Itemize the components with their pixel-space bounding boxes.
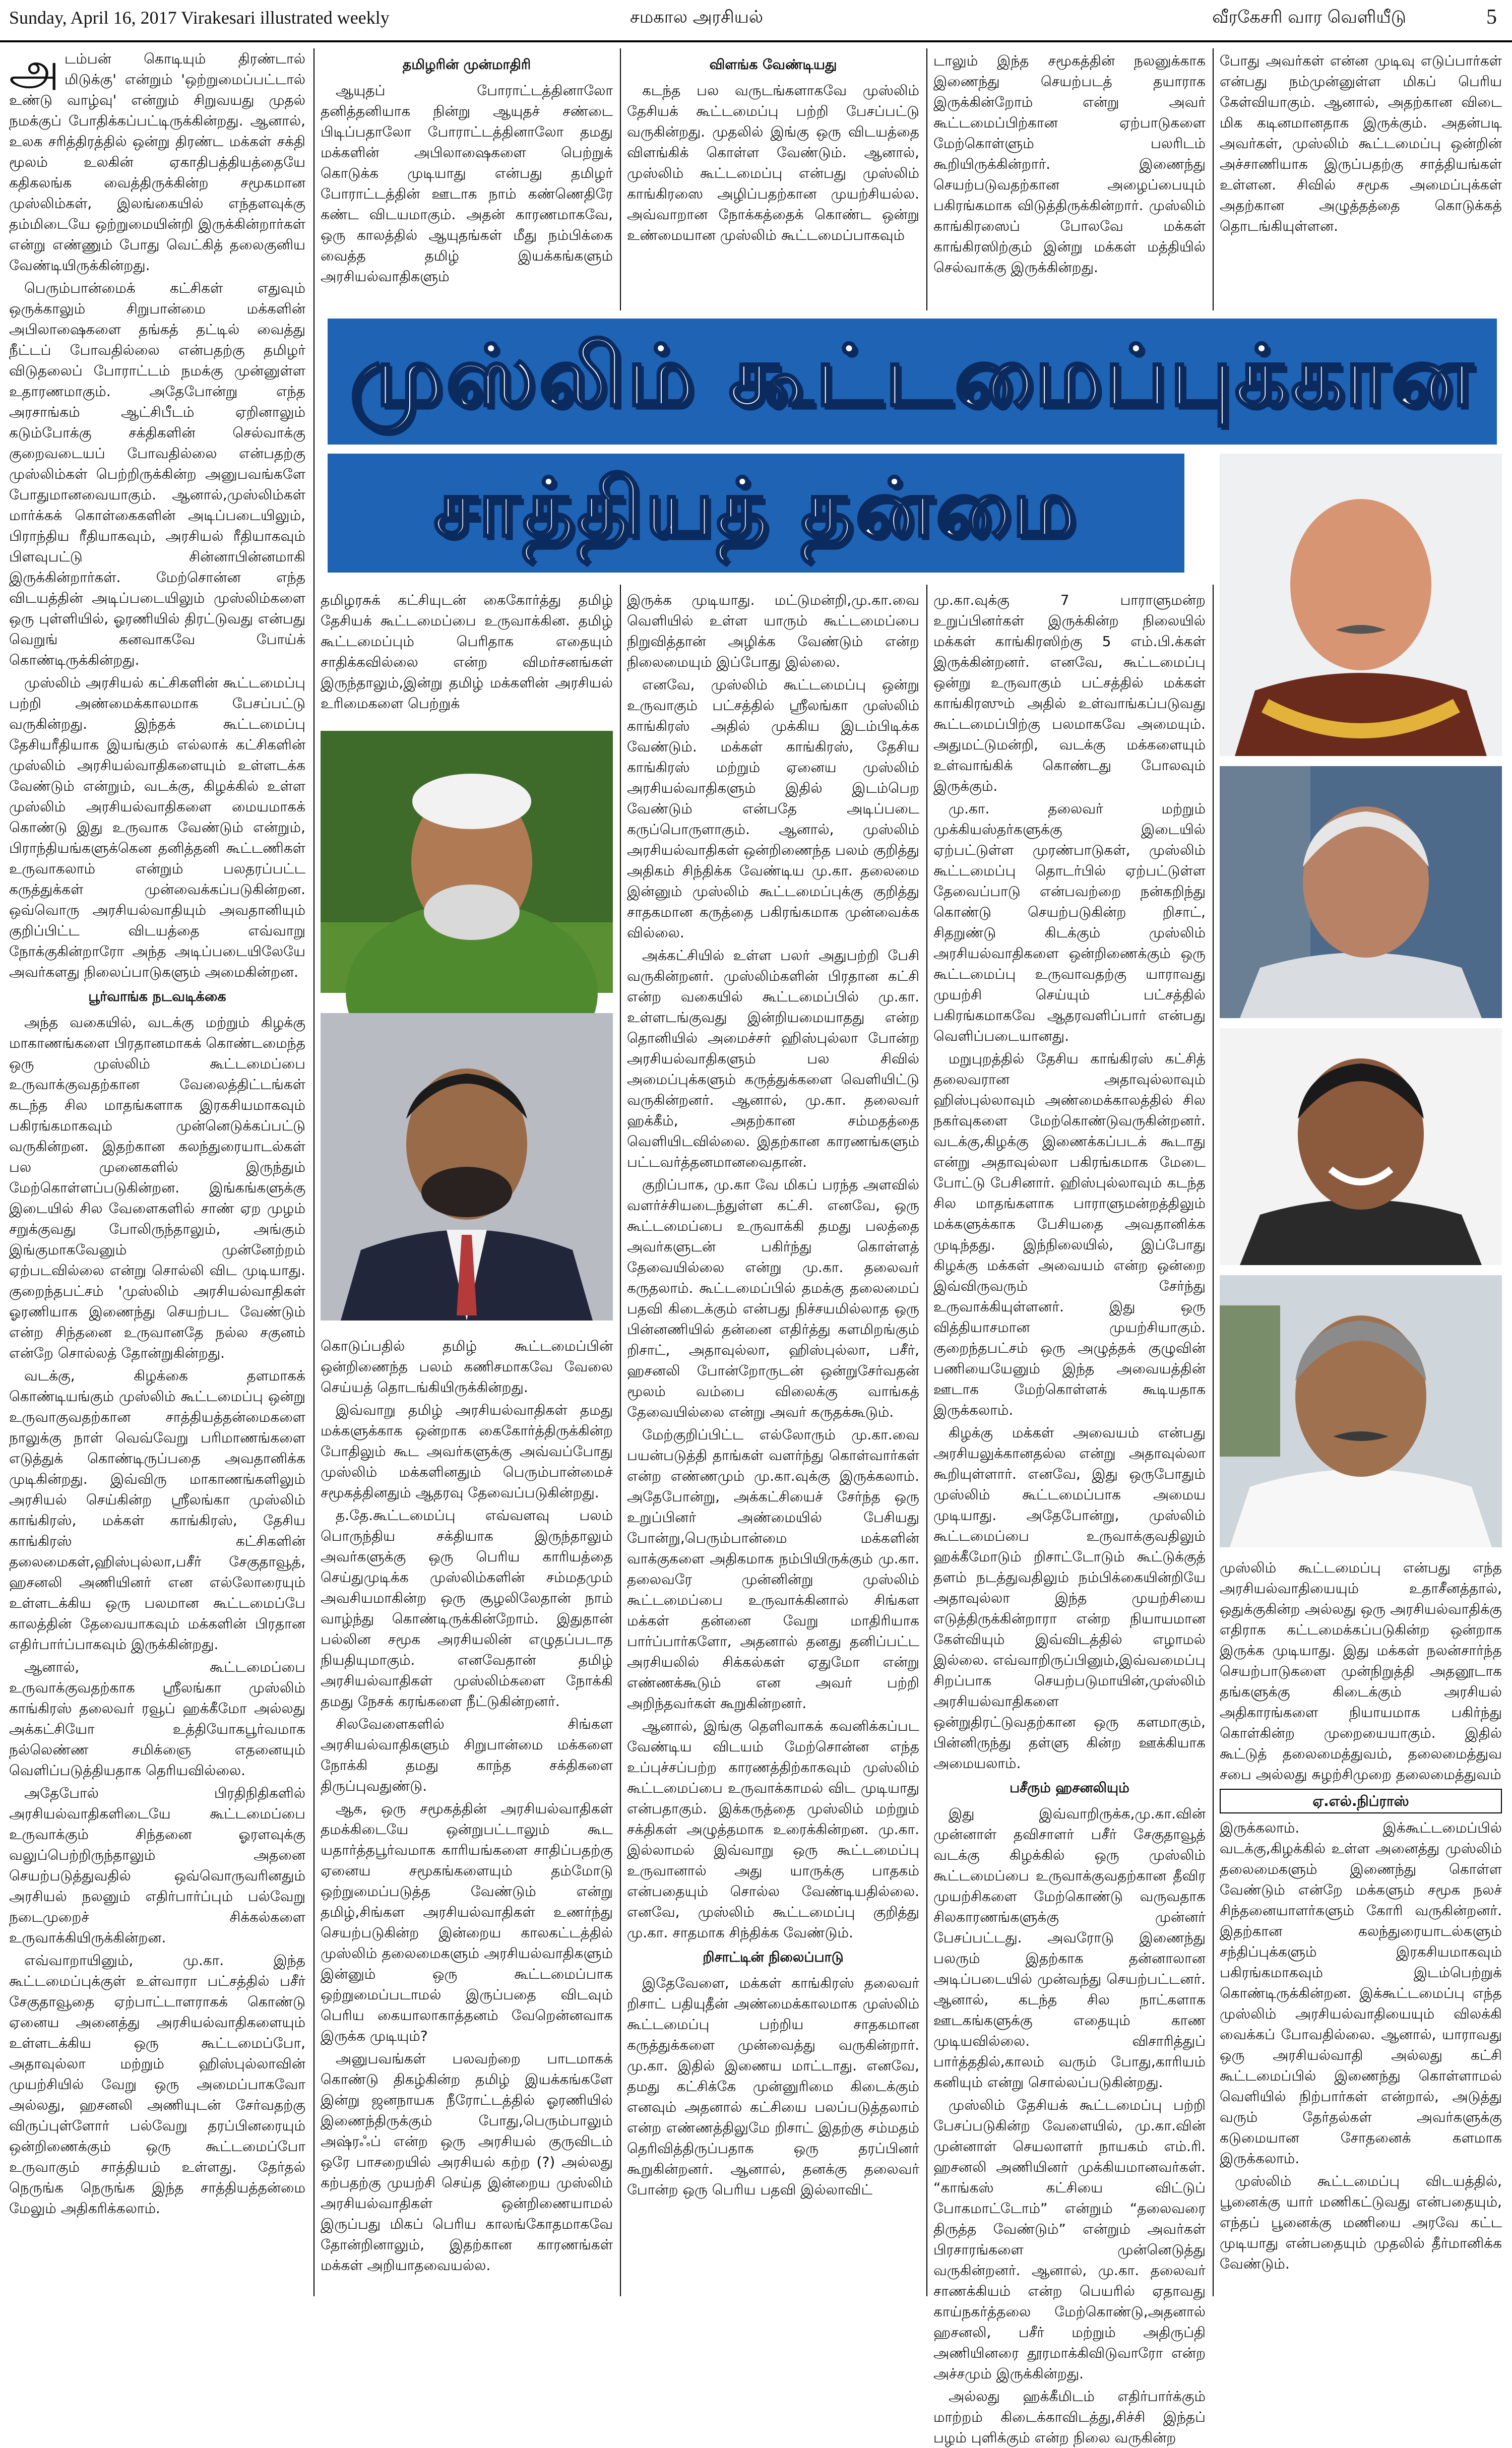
headline-line-1: முஸ்லிம் கூட்டமைப்புக்கான — [349, 326, 1475, 425]
subheading: றிசாட்டின் நிலைப்பாடு — [703, 1950, 844, 1965]
column-2-top — [321, 50, 613, 312]
column-rule — [1213, 48, 1214, 310]
photo-man-white-cap — [321, 731, 613, 993]
paragraph: எவ்வாறாயினும், மு.கா. இந்த கூட்டமைப்புக்குள் உள்வாரா பட்சத்தில் பசீர் சேகுதாவூதை ஏற்பாட்டாளராகக் கொண்டு ஏனைய அனைத்து அரசியல்வாதிகளையும் உள்ளடக்கிய ஒரு கூட்டமைப்போ, அதாவுல்லா மற்றும் ஹிஸ்புல்லாவின் முயற்சியில் வேறு ஒரு அமைப்பாகவோ அல்லது, ஹசனலி அணியுடன் சேர்வதற்கு விருப்புள்ளோர் பல்வேறு தரப்பினரையும் ஒன்றிணைக்கும் ஒரு கூட்டமைப்போ உருவாகும் சாத்தியம் உள்ளது. தேர்தல் நெருங்க நெருங்க இந்த சாத்தியத்தன்மை மேலும் அதிகரிக்கலாம். — [9, 1952, 305, 2217]
column-2-bottom — [321, 1336, 613, 2296]
headline-banner-1 — [328, 319, 1497, 445]
column-rule — [313, 48, 314, 2296]
paragraph: கடந்த பல வருடங்களாகவே முஸ்லிம் தேசியக் கூட்டமைப்பு பற்றி பேசப்பட்டு வருகின்றது. முதலில் இங்கு ஒரு விடயத்தை விளங்கிக் கொள்ள வேண்டும். ஆனால், முஸ்லிம் கூட்டமைப்பு என்பது முஸ்லிம் காங்கிரஸை அழிப்பதற்கான முயற்சியல்ல. அவ்வாறான நோக்கத்தைக் கொண்ட ஒன்று உண்மையான முஸ்லிம் கூட்டமைப்பாகவும் — [627, 82, 919, 243]
paragraph: முஸ்லிம் கூட்டமைப்பு விடயத்தில், பூனைக்கு யார் மணிகட்டுவது என்பதையும், எந்தப் பூனைக்கு மணியை அரவே கட்ட முடியாது என்பதையும் முதலில் தீர்மானிக்க வேண்டும். — [1220, 2173, 1502, 2272]
drop-cap: அ — [9, 43, 60, 96]
paragraph: டாலும் இந்த சமூகத்தின் நலனுக்காக இணைந்து செயற்படத் தயாராக இருக்கின்றோம் என்று அவர் கூட்டமைப்பிற்கான ஏற்பாடுகளை மேற்கொள்ளும் பலரிடம் கூறியிருக்கின்றார். இணைந்து செயற்படுவதற்கான அழைப்பையும் பகிரங்கமாக விடுத்திருக்கின்றார். முஸ்லிம் காங்கிரஸைப் போலவே மக்கள் காங்கிரஸிற்கும் இன்று மக்கள் மத்தியில் செல்வாக்கு இருக்கின்றது. — [933, 52, 1206, 276]
paragraph: கொடுப்பதில் தமிழ் கூட்டமைப்பின் ஒன்றிணைந்த பலம் கணிசமாகவே வேலை செய்யத் தொடங்கியிருக்கின்றது. — [321, 1338, 613, 1396]
paragraph: இதேவேளை, மக்கள் காங்கிரஸ் தலைவர் றிசாட் பதியுதீன் அண்மைக்காலமாக முஸ்லிம் கூட்டமைப்பு பற்றிய சாதகமான கருத்துக்களை முன்வைத்து வருகின்றார். மு.கா. இதில் இணைய மாட்டாது. எனவே, தமது கட்சிக்கே முன்னுரிமை கிடைக்கும் எனவும் அதனால் கட்சியை பலப்படுத்தலாம் என்ற எண்ணத்திலுமே றிசாட் இதற்கு சம்மதம் தெரிவித்திருப்பதாக ஒரு தரப்பினர் கூறுகின்றனர். ஆனால், தனக்கு தலைவர் போன்ற ஒரு பெரிய பதவி இல்லாவிட் — [627, 1975, 919, 2198]
photo-bg-person — [1220, 1305, 1280, 1457]
headline-banner-2 — [328, 454, 1184, 573]
paragraph: எனவே, முஸ்லிம் கூட்டமைப்பு ஒன்று உருவாகும் பட்சத்தில் ஸ்ரீலங்கா முஸ்லிம் காங்கிரஸ் அதில் முக்கிய இடம்பிடிக்க வேண்டும். மக்கள் காங்கிரஸ், தேசிய காங்கிரஸ் மற்றும் ஏனைய முஸ்லிம் அரசியல்வாதிகளும் இதில் இடம்பெற வேண்டும் என்பதே அடிப்படை கருப்பொருளாகும். ஆனால், முஸ்லிம் அரசியல்வாதிகள் ஒன்றிணைந்த பலம் குறித்து அதிகம் சிந்திக்க வேண்டிய மு.கா. தலைமை இன்னும் முஸ்லிம் கூட்டமைப்புக்கு குறித்து சாதகமான கருத்தை பகிரங்கமாக முன்வைக்க வில்லை. — [627, 676, 919, 941]
paragraph: இருக்க முடியாது. மட்டுமன்றி,மு.கா.வை வெளியில் உள்ள யாரும் கூட்டமைப்பை நிறுவித்தான் அழிக்க வேண்டும் என்ற நிலைமையும் இப்போது இல்லை. — [627, 592, 919, 670]
column-rule — [926, 48, 927, 310]
lead-text: டம்பன் கொடியும் திரண்டால் மிடுக்கு' என்றும் 'ஒற்றுமைப்பட்டால் உண்டு வாழ்வு' என்றும் சிறுவயது முதல் நமக்குப் போதிக்கப்பட்டிருக்கின்றது. ஆனால், உலக சரித்திரத்தில் ஒன்று திரண்ட மக்கள் சக்தி மூலம் உலகின் ஏகாதிபத்தியத்தையே கதிகலங்க வைத்திருக்கின்ற சமூகமான முஸ்லிம்கள், இலங்கையில் எந்தளவுக்கு தம்மிடையே ஒற்றுமையின்றி இருக்கின்றார்கள் என்று எண்ணும் போது வெட்கித் தலைகுனிய வேண்டியிருக்கின்றது. — [9, 50, 305, 274]
paragraph: இது இவ்வாறிருக்க,மு.கா.வின் முன்னாள் தவிசாளர் பசீர் சேகுதாவூத் வடக்கு கிழக்கில் ஒரு முஸ்லிம் கூட்டமைப்பை உருவாக்குவதற்கான தீவிர முயற்சிகளை மேற்கொண்டு வருவதாக சிலகாரணங்களுக்கு முன்னர் பேசப்பட்டது. அவரோடு இணைந்து பலரும் இதற்காக தன்னாலான அடிப்படையில் முன்வந்து செயற்பட்டனர். ஆனால், கடந்த சில நாட்களாக ஊடகங்களுக்கு எதையும் காண முடியவில்லை. விசாரித்துப் பார்த்ததில்,காலம் வரும் போது,காரியம் கனியும் என்று சொல்லப்படுகின்றது. — [933, 1805, 1206, 2091]
header-date-publication: Sunday, April 16, 2017 Virakesari illustrated weekly — [9, 8, 390, 28]
paragraph: முஸ்லிம் அரசியல் கட்சிகளின் கூட்டமைப்பு பற்றி அண்மைக்காலமாக பேசப்பட்டு வருகின்றது. இந்தக் கூட்டமைப்பு தேசியரீதியாக இயங்கும் எல்லாக் கட்சிகளின் முஸ்லிம் அரசியல்வாதிகளையும் உள்ளடக்க வேண்டும் என்றும், வடக்கு, கிழக்கில் உள்ள முஸ்லிம் அரசியல்வாதிகளை மையமாகக் கொண்டு இது உருவாக வேண்டும் என்றும், பிராந்தியங்களுக்கென தனித்தனி கூட்டணிகள் உருவாகலாம் என்றும் பலதரப்பட்ட கருத்துக்கள் முன்வைக்கப்படுகின்றன. ஒவ்வொரு அரசியல்வாதியும் அவதானியும் குறிப்பிட்ட விடயத்தை எவ்வாறு நோக்குகின்றாரோ அந்த அடிப்படையிலேயே அவர்களது நிலைப்பாடுகளும் அமைகின்றன. — [9, 674, 305, 980]
subheading: பூர்வாங்க நடவடிக்கை — [88, 989, 226, 1005]
paragraph: இவ்வாறு தமிழ் அரசியல்வாதிகள் தமது மக்களுக்காக ஒன்றாக கைகோர்த்திருக்கின்ற போதிலும் கூட அவர்களுக்கு அவ்வப்போது முஸ்லிம் மக்களினதும் பெரும்பான்மைச் சமூகத்தினதும் ஆதரவு தேவைப்படுகின்றது. — [321, 1402, 613, 1501]
paragraph: அதேபோல் பிரதிநிதிகளில் அரசியல்வாதிகளிடையே கூட்டமைப்பை உருவாக்கும் சிந்தனை ஓரளவுக்கு வலுப்பெற்றிருந்தாலும் அதனை செயற்படுத்துவதில் ஒவ்வொருவரினதும் அரசியல் நலனும் எதிர்பார்ப்பும் பல்வேறு நடைமுறைச் சிக்கல்களை உருவாக்கியிருக்கின்றன. — [9, 1785, 305, 1946]
paragraph: பெரும்பான்மைக் கட்சிகள் எதுவும் ஒருக்காலும் சிறுபான்மை மக்களின் அபிலாஷைகளை தங்கத் தட்டில் வைத்து நீட்டப் போவதில்லை என்பதற்கு தமிழர் விடுதலைப் போராட்டம் நமக்கு முன்னுள்ள உதாரணமாகும். அதேபோன்று எந்த அரசாங்கம் ஆட்சிபீடம் ஏறினாலும் கடும்போக்கு சக்திகளின் செல்வாக்கு குறைவடையப் போவதில்லை என்பதற்கு முஸ்லிம்கள் பெற்றிருக்கின்ற அனுபவங்களே போதுமானவையாகும். ஆனால்,முஸ்லிம்கள் மார்க்கக் கொள்கைகளின் அடிப்படையிலும், பிராந்திய ரீதியாகவும், அரசியல் ரீதியாகவும் பிளவுபட்டு சின்னாபின்னமாகி இருக்கின்றார்கள். மேற்சொன்ன எந்த விடயத்தின் அடிப்படையிலும் முஸ்லிம்களை ஒரு புள்ளியில், ஓரணியில் திரட்டுவது என்பது வெறுங் கனவாகவே போய்க் கொண்டிருக்கின்றது. — [9, 280, 305, 668]
paragraph: குறிப்பாக, மு.கா வே மிகப் பரந்த அளவில் வளர்ச்சியடைந்துள்ள கட்சி. எனவே, ஒரு கூட்டமைப்பை உருவாக்கி தமது பலத்தை அவர்களுடன் பகிர்ந்து கொள்ளத் தேவையில்லை என்று மு.கா. தலைவர் கருதலாம். கூட்டமைப்பில் தமக்கு தலைமைப் பதவி கிடைக்கும் என்பது நிச்சயமில்லாத ஒரு பின்னணியில் தன்னை எதிர்த்து களமிறங்கும் றிசாட், அதாவுல்லா, ஹிஸ்புல்லா, பசீர், ஹசனலி போன்றோருடன் ஒன்றுசேர்வதன் மூலம் வம்பை விலைக்கு வாங்கத் தேவையில்லை என்று அவர் கருதக்கூடும். — [627, 1176, 919, 1420]
photo-beard — [424, 885, 520, 940]
column-4-top — [933, 50, 1206, 312]
paragraph: த.தே.கூட்டமைப்பு எவ்வளவு பலம் பொருந்திய சக்தியாக இருந்தாலும் அவர்களுக்கு ஒரு பெரிய காரியத்தை செய்துமுடிக்க முஸ்லிம்களின் சம்மதமும் அவசியமாகின்ற ஒரு சூழலிலேதான் நாம் வாழ்ந்து கொண்டிருக்கின்றோம். இதுதான் பல்லின சமூக அரசியலின் எழுதப்படாத நியதியுமாகும். எனவேதான் தமிழ் அரசியல்வாதிகள் முஸ்லிம்களை நோக்கி தமது நேசக் கரங்களை நீட்டுகின்றனர். — [321, 1507, 613, 1710]
paragraph: அக்கட்சியில் உள்ள பலர் அதுபற்றி பேசி வருகின்றனர். முஸ்லிம்களின் பிரதான கட்சி என்ற வகையில் கூட்டமைப்பில் மு.கா. உள்ளடங்குவது இன்றியமையாதது என்ற தொனியில் அமைச்சர் ஹிஸ்புல்லா போன்ற அரசியல்வாதிகளும் பல சிவில் அமைப்புக்களும் கருத்துக்களை வெளியிட்டு வருகின்றனர். ஆனால், மு.கா. தலைவர் ஹக்கீம், அதற்கான சம்மதத்தை வெளியிடவில்லை. இதற்கான காரணங்களும் பட்டவர்த்தனமானவைதான். — [627, 947, 919, 1170]
paragraph: ஆயுதப் போராட்டத்தினாலோ தனித்தனியாக நின்று ஆயுதச் சண்டை பிடிப்பதாலோ போராட்டத்தினாலோ தமது மக்களின் அபிலாஷைகளை பெற்றுக் கொடுக்க முடியாது என்பது தமிழர் போராட்டத்தின் ஊடாக நாம் கண்ணெதிரே கண்ட விடயமாகும். அதன் காரணமாகவே, ஒரு காலத்தில் ஆயுதங்கள் மீது நம்பிக்கை வைத்த தமிழ் இயக்கங்களும் அரசியல்வாதிகளும் — [321, 82, 613, 285]
header-paper-name: வீரகேசரி வார வெளியீடு — [1212, 7, 1406, 27]
photo-man-white-shirt — [1220, 1275, 1502, 1547]
paragraph: போது அவர்கள் என்ன முடிவு எடுப்பார்கள் என்பது நம்முன்னுள்ள மிகப் பெரிய கேள்வியாகும். ஆனால், அதற்கான விடை மிக கடினமானதாக இருக்கும். அதன்படி அவர்கள், முஸ்லிம் கூட்டமைப்பு ஒன்றின் அச்சாணியாக இருப்பதற்கு சாத்தியங்கள் உள்ளன. சிவில் சமூக அமைப்புக்கள் அதற்கான அழுத்தத்தை கொடுக்கத் தொடங்கியுள்ளன. — [1220, 52, 1502, 234]
column-5-top — [1220, 50, 1502, 312]
paragraph: அந்த வகையில், வடக்கு மற்றும் கிழக்கு மாகாணங்களை பிரதானமாகக் கொண்டமைந்த ஒரு முஸ்லிம் கூட்டமைப்பை உருவாக்குவதற்கான வேலைத்திட்டங்கள் கடந்த சில மாதங்களாக இரகசியமாகவும் பகிரங்கமாகவும் முன்னெடுக்கப்பட்டு வருகின்றன. இதற்கான கலந்துரையாடல்கள் பல முனைகளில் இருந்தும் மேற்கொள்ளப்படுகின்றன. இங்கங்களுக்கு இடையில் சில வேளைகளில் சாண் ஏற முழம் சறுக்குவது போலிருந்தாலும், அங்கும் இங்குமாகவேனும் முன்னேற்றம் ஏற்படவில்லை என்று சொல்லி விட முடியாது. குறைந்தபட்சம் 'முஸ்லிம் அரசியல்வாதிகள் ஓரணியாக இணைந்து செயற்பட வேண்டும் என்ற சிந்தனை உருவானதே நல்ல சகுனம் என்றே சொல்லத் தோன்றுகின்றது. — [9, 1014, 305, 1361]
page-number: 5 — [1486, 6, 1497, 29]
paragraph: மு.கா. தலைவர் மற்றும் முக்கியஸ்தர்களுக்கு இடையில் ஏற்பட்டுள்ள முரண்பாடுகள், முஸ்லிம் கூட்டமைப்பு தொடர்பில் ஏற்பட்டுள்ள தேவைப்பாடு என்பவற்றை நன்கறிந்து கொண்டு செயற்படுகின்ற றிசாட், சிதறுண்டு கிடக்கும் முஸ்லிம் அரசியல்வாதிகளை ஒன்றிணைக்கும் ஒரு கூட்டமைப்பு உருவாவதற்கு யாராவது முயற்சி செய்யும் பட்சத்தில் பகிரங்கமாகவே ஆதரவளிப்பார் என்பது வெளிப்படையானது. — [933, 800, 1206, 1044]
paragraph: ஆக, ஒரு சமூகத்தின் அரசியல்வாதிகள் தமக்கிடையே ஒன்றுபட்டாலும் கூட யதார்த்தபூர்வமாக காரியங்களை சாதிப்பதற்கு ஏனைய சமூகங்களையும் தம்மோடு ஒற்றுமைப்படுத்த வேண்டும் என்று தமிழ்,சிங்கள அரசியல்வாதிகள் உணர்ந்து செயற்படுகின்ற இன்றைய காலகட்டத்தில் முஸ்லிம் தலைமைகளும் அரசியல்வாதிகளும் இன்னும் ஒரு கூட்டமைப்பாக ஒற்றுமைப்படாமல் இருப்பதை விடவும் பெரிய கையாலாகாத்தனம் வேறென்னவாக இருக்க முடியும்? — [321, 1800, 613, 2044]
photo-man-suit — [321, 1013, 613, 1321]
column-1 — [9, 43, 305, 2296]
headline-line-2: சாத்தியத் தன்மை — [433, 460, 1079, 555]
column-3-top — [627, 50, 919, 312]
paragraph: ஆனால், கூட்டமைப்பை உருவாக்குவதற்காக ஸ்ரீலங்கா முஸ்லிம் காங்கிரஸ் தலைவர் ரவூப் ஹக்கீமோ அல்லது அக்கட்சியோ உத்தியோகபூர்வமாக நல்லெண்ண சமிக்ஞை எதனையும் வெளிப்படுத்தியதாக தெரியவில்லை. — [9, 1659, 305, 1779]
photo-head — [1290, 499, 1431, 670]
column-rule — [620, 585, 621, 2296]
paragraph: மு.கா.வுக்கு 7 பாராளுமன்ற உறுப்பினர்கள் இருக்கின்ற நிலையில் மக்கள் காங்கிரஸிற்கு 5 எம்.பி.க்கள் இருக்கின்றனர். எனவே, கூட்டமைப்பு ஒன்று உருவாகும் பட்சத்தில் மக்கள் காங்கிரஸும் அதில் உள்வாங்கப்படுவது கூட்டமைப்பிற்கு பலமாகவே அமையும். அதுமட்டுமன்றி, வடக்கு மக்களையும் உள்வாங்கிக் கொண்டது போலவும் இருக்கும். — [933, 592, 1206, 794]
pull-quote: முஸ்லிம் கூட்டமைப்பு என்பது எந்த அரசியல்வாதியையும் உதாசீனத்தால், ஒதுக்குகின்ற அல்லது ஒரு அரசியல்வாதிக்கு எதிராக கட்டமைக்கப்படுகின்ற ஒன்றாக இருக்க முடியாது. இது மக்கள் நலன்சார்ந்த செயற்பாடுகளை முன்நிறுத்தி அதனூடாக தங்களுக்கு கிடைக்கும் அரசியல் அதிகாரங்களை நியாயமாக பகிர்ந்து கொள்கின்ற முறையையாகும். இதில் கூட்டுத் தலைமைத்துவம், தலைமைத்துவ சபை அல்லது சுழற்சிமுறை தலைமைத்துவம் — [1220, 1559, 1502, 1783]
lead-paragraph — [9, 43, 305, 276]
paragraph: மறுபுறத்தில் தேசிய காங்கிரஸ் கட்சித் தலைவரான அதாவுல்லாவும் ஹிஸ்புல்லாவும் அண்மைக்காலத்தில் சில நகர்வுகளை மேற்கொண்டுவருகின்றனர். வடக்கு,கிழக்கு இணைக்கப்படக் கூடாது என்று அதாவுல்லா பகிரங்கமாக மேடை போட்டு பேசினார். ஹிஸ்புல்லாவும் கடந்த சில மாதங்களாக பாராளுமன்றத்திலும் மக்களுக்காக பேசியதை அவதானிக்க முடிந்தது. இந்நிலையில், இப்போது கிழக்கு மக்கள் அவையம் என்ற ஒன்றை இவ்விருவரும் சேர்ந்து உருவாக்கியுள்ளனர். இது ஒரு வித்தியாசமான முயற்சியாகும். குறைந்தபட்சம் ஒரு அழுத்தக் குழுவின் பணியையேனும் இந்த அவையத்தின் ஊடாக மேற்கொள்ளக் கூடியதாக இருக்கலாம். — [933, 1050, 1206, 1418]
subheading: விளங்க வேண்டியது — [709, 57, 837, 73]
column-rule — [620, 48, 621, 310]
paragraph: ஆனால், இங்கு தெளிவாகக் கவனிக்கப்பட வேண்டிய விடயம் மேற்சொன்ன எந்த உப்புச்சப்பற்ற காரணத்திற்காகவும் முஸ்லிம் கூட்டமைப்பை உருவாக்காமல் விட முடியாது என்பதாகும். இக்கருத்தை முஸ்லிம் மற்றும் சக்திகள் அழுத்தமாக உரைக்கின்றன. மு.கா. இல்லாமல் இவ்வாறு ஒரு கூட்டமைப்பு உருவானால் அது யாருக்கு பாதகம் என்பதையும் சொல்ல வேண்டியதில்லை. எனவே, முஸ்லிம் கூட்டமைப்பு குறித்து மு.கா. சாதமாக சிந்திக்க வேண்டும். — [627, 1718, 919, 1941]
column-2-top-text — [321, 590, 613, 711]
photo-cap — [412, 774, 531, 829]
paragraph: வடக்கு, கிழக்கை தளமாகக் கொண்டியங்கும் முஸ்லிம் கூட்டமைப்பு ஒன்று உருவாகுவதற்கான சாத்தியத்தன்மைகளை நாலுக்கு நாள் வெவ்வேறு பரிமாணங்களை எடுத்துக் கொண்டிருப்பதை அவதானிக்க முடிகின்றது. இவ்விரு மாகாணங்களிலும் அரசியல் செய்கின்ற ஸ்ரீலங்கா முஸ்லிம் காங்கிரஸ், மக்கள் காங்கிரஸ், தேசிய காங்கிரஸ் கட்சிகளின் தலைமைகள்,ஹிஸ்புல்லா,பசீர் சேகுதாவூத், ஹசனலி அணியினர் என எல்லோரையும் உள்ளடக்கிய ஒரு பலமான கூட்டமைப்பே காலத்தின் தேவையாகவும் மக்களின் பிரதான எதிர்பார்ப்பாகவும் இருக்கின்றது. — [9, 1367, 305, 1653]
paragraph: சிலவேளைகளில் சிங்கள அரசியல்வாதிகளும் சிறுபான்மை மக்களை நோக்கி தமது காந்த சக்திகளை திருப்புவதுண்டு. — [321, 1716, 613, 1794]
photo-beard — [421, 1167, 512, 1217]
paragraph: மேற்குறிப்பிட்ட எல்லோரும் மு.கா.வை பயன்படுத்தி தாங்கள் வளர்ந்து கொள்வார்கள் என்ற எண்ணமும் மு.கா.வுக்கு இருக்கலாம். அதேபோன்று, அக்கட்சியைச் சேர்ந்த ஒரு உறுப்பினர் அண்மையில் பேசியது போன்று,பெரும்பான்மை மக்களின் வாக்குகளை அதிகமாக நம்பியிருக்கும் மு.கா. தலைவரே முன்னின்று முஸ்லிம் கூட்டமைப்பை உருவாக்கினால் சிங்கள மக்கள் தன்னை வேறு மாதிரியாக பார்ப்பார்களோ, அதனால் தனது தனிப்பட்ட அரசியலில் சிக்கல்கள் ஏதுமோ என்று எண்ணக்கூடும் என அவர் பற்றி அறிந்தவர்கள் கூறுகின்றனர். — [627, 1426, 919, 1712]
page-header — [0, 0, 1512, 42]
column-4 — [933, 590, 1206, 2446]
column-5-bottom — [1220, 1557, 1502, 2296]
paragraph: முஸ்லிம் தேசியக் கூட்டமைப்பு பற்றி பேசப்படுகின்ற வேளையில், மு.கா.வின் முன்னாள் செயலாளர் நாயகம் எம்.ரி. ஹசனலி அணியினர் முக்கியமானவர்கள். “காங்கஸ் கட்சியை விட்டுப் போகமாட்டோம்” என்றும் “தலைவரை திருத்த வேண்டும்” என்றும் அவர்கள் பிரசாரங்களை முன்னெடுத்து வருகின்றனர். ஆனால், மு.கா. தலைவர் சாணக்கியம் என்ற பெயரில் ஏதாவது காய்நகர்த்தலை மேற்கொண்டு,அதனால் ஹசனலி, பசீர் மற்றும் அதிருப்தி அணியினரை தூரமாக்கிவிடுவாரோ என்ற அச்சமும் இருக்கின்றது. — [933, 2097, 1206, 2382]
paragraph: இருக்கலாம். இக்கூட்டமைப்பில் வடக்கு,கிழக்கில் உள்ள அனைத்து முஸ்லிம் தலைமைகளும் இணைந்து கொள்ள வேண்டும் என்றே மக்களும் சமூக நலச் சிந்தனையாளர்களும் கோரி வருகின்றனர். இதற்கான கலந்துரையாடல்களும் சந்திப்புக்களும் இரகசியமாகவும் பகிரங்கமாகவும் இடம்பெற்றுக் கொண்டிருக்கின்றன. இக்கூட்டமைப்பு எந்த முஸ்லிம் அரசியல்வாதியையும் விலக்கி வைக்கப் போவதில்லை. ஆனால், யாராவது ஒரு அரசியல்வாதி அல்லது கட்சி கூட்டமைப்பில் இணைந்து கொள்ளாமல் வெளியில் நிற்பார்கள் என்றால், அடுத்து வரும் தேர்தல்கள் அவர்களுக்கு கடுமையான சோதனைக் களமாக இருக்கலாம். — [1220, 1819, 1502, 2167]
header-section: சமகால அரசியல் — [630, 7, 764, 27]
column-3 — [627, 590, 919, 2296]
paragraph: அனுபவங்கள் பலவற்றை பாடமாகக் கொண்டு திகழ்கின்ற தமிழ் இயக்கங்களே இன்று ஜனநாயக நீரோட்டத்தில் ஓரணியில் இணைந்திருக்கும் போது,பெரும்பாலும் அஷ்ரஃப் என்ற ஒரு அரசியல் குருவிடம் ஒரே பாசறையில் அரசியல் கற்ற (?) அல்லது கற்பதற்கு முயற்சி செய்த இன்றைய முஸ்லிம் அரசியல்வாதிகள் ஒன்றிணையாமல் இருப்பது மிகப் பெரிய காலங்கோதமாகவே தோன்றினாலும், இதற்கான காரணங்கள் மக்கள் அறியாதவையல்ல. — [321, 2050, 613, 2274]
column-rule — [1213, 585, 1214, 2296]
paragraph: தமிழரசுக் கட்சியுடன் கைகோர்த்து தமிழ் தேசியக் கூட்டமைப்பை உருவாக்கின. தமிழ் கூட்டமைப்பும் பெரிதாக எதையும் சாதிக்கவில்லை என்ற விமர்சனங்கள் இருந்தாலும்,இன்று தமிழ் மக்களின் அரசியல் உரிமைகளை பெற்றுக் — [321, 592, 613, 712]
paragraph: கிழக்கு மக்கள் அவையம் என்பது அரசியலுக்கானதல்ல என்று அதாவுல்லா கூறியுள்ளார். எனவே, இது ஒருபோதும் முஸ்லிம் கூட்டமைப்பாக அமைய முடியாது. அதேபோன்று, முஸ்லிம் கூட்டமைப்பை உருவாக்குவதிலும் ஹக்கீமோடும் றிசாட்டோடும் கூட்டுக்குத் தளம் நடத்துவதிலும் நம்பிக்கையின்றியே அதாவுல்லா இந்த முயற்சியை எடுத்திருக்கின்றாரா என்ற நியாயமான கேள்வியும் இவ்விடத்தில் எழாமல் இல்லை. எவ்வாறிருப்பினும்,இவ்வமைப்பு சிறப்பாக செயற்படுமாயின்,முஸ்லிம் அரசியல்வாதிகளை ஒன்றுதிரட்டுவதற்கான ஒரு களமாகும், பின்னிருந்து தள்ளு கின்ற ஊக்கியாக அமையலாம். — [933, 1424, 1206, 1772]
photo-man-grey-hair — [1220, 766, 1502, 1018]
subheading: பசீரும் ஹசனலியும் — [1010, 1780, 1129, 1796]
author-byline: ஏ.எல்.நிப்ராஸ் — [1220, 1789, 1502, 1813]
column-rule — [926, 585, 927, 2296]
paragraph: அல்லது ஹக்கீமிடம் எதிர்பார்க்கும் மாற்றம் கிடைக்காவிடத்து,சிச்சி இந்தப் பழம் புளிக்கும் என்ற நிலை வருகின்ற — [933, 2388, 1206, 2446]
subheading: தமிழரின் முன்மாதிரி — [402, 57, 531, 73]
photo-man-smiling — [1220, 1028, 1502, 1265]
photo-man-bald — [1220, 454, 1502, 756]
